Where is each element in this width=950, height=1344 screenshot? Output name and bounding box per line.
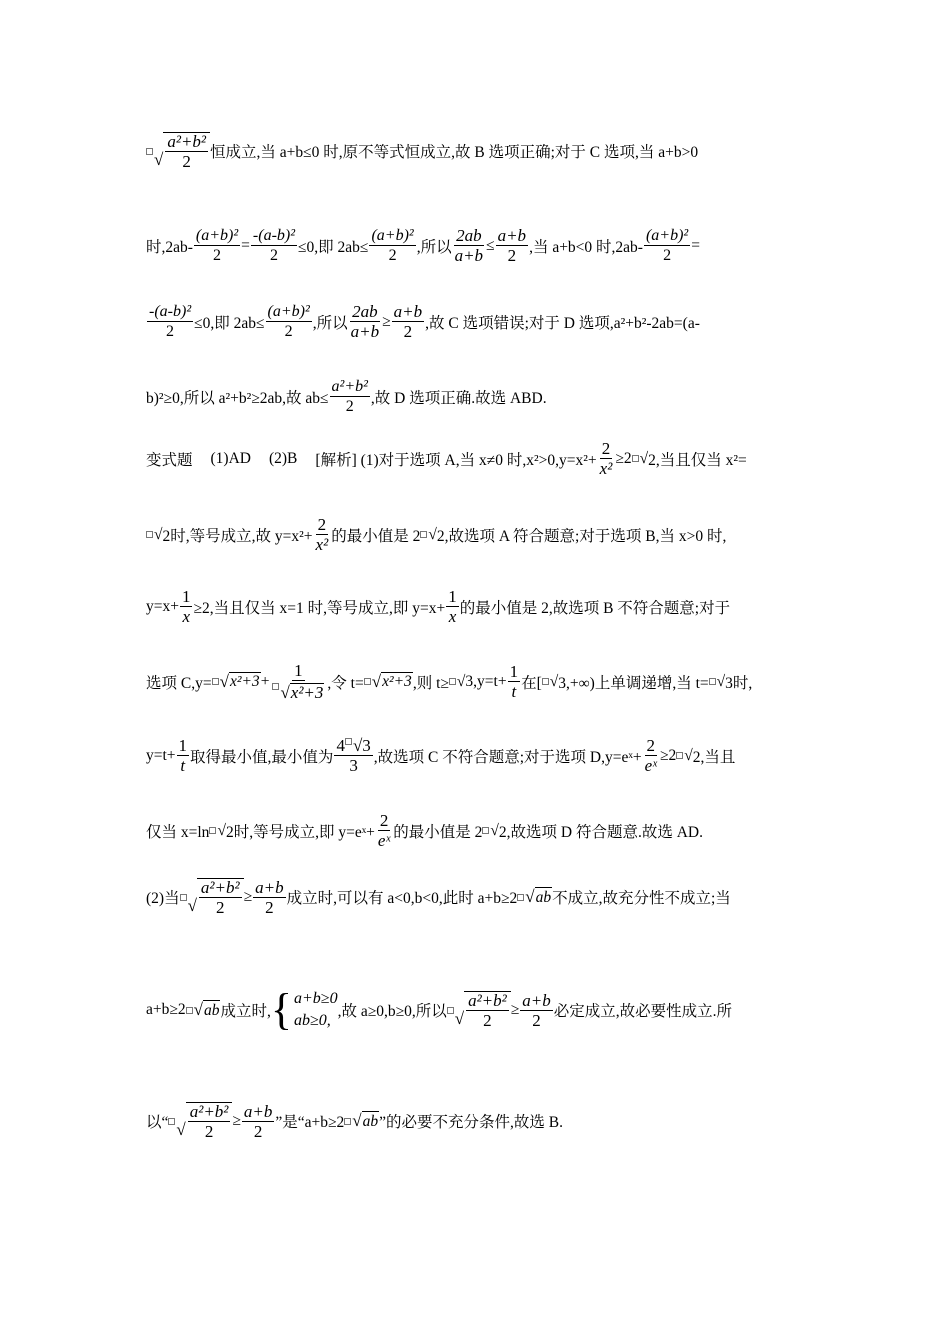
placeholder-box-icon [709, 678, 716, 685]
text-run: ”是“a+b≥2 [275, 1114, 345, 1131]
placeholder-box-icon [449, 678, 456, 685]
radical-icon: √ [352, 736, 363, 755]
radical-icon: √ [456, 672, 466, 690]
radical-icon: √ [716, 672, 726, 690]
fraction: $\frac{4 √3}{3}$ [336, 736, 371, 775]
line-6 [146, 516, 726, 553]
line-5 [146, 440, 747, 477]
placeholder-box-icon [482, 827, 489, 834]
text-run: ,令 t= [327, 674, 364, 692]
text-run: ”的必要不充分条件,故选 B. [379, 1114, 563, 1131]
text-run: 3时, [725, 674, 753, 692]
fraction: $\frac{\text{a²+b²}}{2}$ [167, 132, 207, 171]
placeholder-box-icon [344, 1118, 351, 1125]
text-run: ,所以 [416, 238, 452, 256]
fraction: $\frac{1}{t}$ [509, 662, 519, 702]
text-run: 2时,等号成立,即 y=eˣ+ [225, 823, 375, 841]
fraction: $\frac{\text{(a+b)²}}{2}$ [371, 227, 414, 264]
text-run: (1)AD [210, 449, 251, 467]
placeholder-box-icon [212, 678, 219, 685]
text-run: ≥2,当且仅当 x=1 时,等号成立,即 y=x+ [193, 599, 446, 617]
sqrt-expression: √ $\frac{\text{a²+b²}}{2}$ [188, 878, 244, 916]
text-run: 仅当 x=ln [146, 823, 210, 841]
fraction: $\frac{1}{x}$ [448, 587, 457, 626]
text-run: 2时,等号成立,故 y=x²+ [162, 527, 313, 545]
placeholder-box-icon [180, 894, 187, 901]
text-run: a+b≥2 [146, 1001, 186, 1018]
line-4 [146, 378, 547, 415]
placeholder-box-icon [186, 1007, 193, 1014]
fraction: $\frac{a+b}{2}$ [243, 1101, 273, 1141]
text-run: 成立时,可以有 a<0,b<0,此时 a+b≥2 [286, 890, 518, 907]
placeholder-box-icon [542, 678, 549, 685]
placeholder-box-icon [364, 678, 371, 685]
line-9 [146, 737, 735, 774]
placeholder-box-icon [420, 531, 427, 538]
text-run: 时,2ab- [146, 238, 193, 256]
placeholder-box-icon [168, 1118, 175, 1125]
text-run: ≥2 [659, 746, 677, 764]
fraction: $\frac{2}{\text{x²}}$ [315, 515, 329, 554]
radical-icon: √ [154, 525, 163, 543]
placeholder-box-icon [632, 455, 639, 462]
text-run: ,故选项 C 不符合题意;对于选项 D,y=eˣ+ [373, 748, 642, 766]
text-run: 2,当且仅当 x²= [648, 451, 747, 469]
text-run: 取得最小值,最小值为 [190, 748, 334, 766]
fraction: $\frac{\text{-(a-b)²}}{2}$ [149, 303, 192, 340]
line-10 [146, 812, 703, 849]
line-2 [146, 227, 700, 264]
text-run: ,则 t≥ [412, 674, 449, 692]
line-8 [146, 662, 752, 701]
text-run: [解析] (1)对于选项 A,当 x≠0 时,x²>0,y=x²+ [315, 451, 597, 469]
text-run: + [260, 672, 270, 690]
fraction: $\frac{a+b}{2}$ [255, 877, 284, 917]
fraction: $\frac{a+b}{2}$ [522, 990, 551, 1030]
radical-icon: √ [684, 746, 693, 764]
sqrt-expression: √ $\frac{\text{a²+b²}}{2}$ [154, 132, 210, 170]
text-run: ,所以 [312, 314, 348, 332]
text-run: 变式题 [146, 451, 193, 469]
text-run: y=t+ [146, 746, 176, 764]
text-run: 的最小值是 2,故选项 B 不符合题意;对于 [459, 599, 731, 617]
fraction: $\frac{\text{(a+b)²}}{2}$ [195, 227, 239, 264]
text-run: b)²≥0,所以 a²+b²≥2ab,故 ab≤ [146, 389, 329, 407]
text-run: 恒成立,当 a+b≤0 时,原不等式恒成立,故 B 选项正确;对于 C 选项,当 a+b>0 [210, 144, 699, 161]
fraction: $\frac{2ab}{a+b}$ [454, 226, 484, 265]
text-run: 成立时, [220, 1003, 271, 1020]
text-run: ≥ [510, 1001, 520, 1018]
sqrt-expression: √ ab [352, 1111, 379, 1130]
fraction: $\frac{1}{t}$ [178, 736, 188, 775]
fraction: $\frac{\text{(a+b)²}}{2}$ [645, 227, 689, 264]
text-run: = [691, 236, 700, 254]
placeholder-box-icon [447, 1007, 454, 1014]
text-run: 3,y=t+ [465, 672, 507, 690]
text-run: ≥ [382, 312, 391, 330]
text-run: 在[ [521, 674, 542, 692]
text-run: ,故 D 选项正确.故选 ABD. [370, 389, 547, 407]
left-brace-icon: { [270, 985, 292, 1034]
placeholder-box-icon [209, 827, 216, 834]
text-run: 的最小值是 2 [393, 823, 483, 841]
text-run: 选项 C,y= [146, 674, 212, 692]
text-run: 必定成立,故必要性成立.所 [553, 1003, 733, 1020]
radical-icon: √ [549, 672, 559, 690]
fraction: $\frac{\text{-(a-b)²}}{2}$ [252, 227, 296, 264]
line-1 [146, 132, 698, 170]
sqrt-expression: √ $\frac{\text{a²+b²}}{2}$ [176, 1102, 232, 1140]
line-12 [146, 985, 733, 1034]
text-run: ≤ [486, 236, 495, 254]
text-run: (2)B [268, 449, 298, 467]
text-run: ≥2 [615, 449, 632, 467]
text-run: ,当 a+b<0 时,2ab- [529, 238, 643, 256]
radical-icon: √ [217, 821, 226, 839]
text-run: = [241, 236, 250, 254]
fraction: $\frac{2}{\text{eˣ}}$ [644, 736, 657, 775]
line-13 [146, 1102, 563, 1140]
text-run: ,故 a≥0,b≥0,所以 [337, 1003, 447, 1020]
sqrt-expression: √ ab [525, 887, 552, 906]
placeholder-box-icon [146, 148, 153, 155]
placeholder-box-icon [517, 894, 524, 901]
text-run: ≤0,即 2ab≤ [194, 314, 265, 332]
radical-icon: √ [428, 525, 437, 543]
text-run: 2,当且 [692, 748, 736, 766]
fraction: $\frac{2}{\text{eˣ}}$ [377, 811, 391, 850]
radical-icon: √ [490, 821, 499, 839]
text-run: 以“ [146, 1114, 169, 1131]
sqrt-expression: √ ab [193, 1000, 220, 1019]
text-run: 的最小值是 2 [331, 527, 421, 545]
text-run: 3,+∞)上单调递增,当 t= [558, 674, 709, 692]
fraction: $\frac{a+b}{2}$ [393, 302, 423, 341]
text-run: ≤0,即 2ab≤ [298, 238, 369, 256]
fraction: 1 √ x²+3 [270, 662, 326, 701]
fraction: $\frac{\text{a²+b²}}{2}$ [331, 378, 368, 415]
radical-icon: √ [639, 449, 649, 467]
sqrt-expression: √ x²+3 [371, 671, 412, 691]
fraction: $\frac{2ab}{a+b}$ [350, 302, 380, 341]
line-11 [146, 878, 731, 916]
fraction: $\frac{\text{(a+b)²}}{2}$ [267, 303, 310, 340]
sqrt-expression: √ x²+3 [219, 671, 260, 691]
text-run: ,故 C 选项错误;对于 D 选项,a²+b²-2ab=(a- [425, 314, 700, 332]
fraction: $\frac{a+b}{2}$ [497, 226, 527, 265]
text-run: y=x+ [146, 597, 179, 615]
line-7 [146, 588, 730, 625]
placeholder-box-icon [676, 752, 683, 759]
placeholder-box-icon [272, 683, 279, 690]
text-run: ≥ [243, 888, 253, 905]
sqrt-expression: √ $\frac{\text{a²+b²}}{2}$ [455, 991, 511, 1029]
fraction: $\frac{2}{\text{x²}}$ [599, 439, 613, 478]
text-run: 2,故选项 D 符合题意.故选 AD. [498, 823, 704, 841]
text-run: 2,故选项 A 符合题意;对于选项 B,当 x>0 时, [436, 527, 727, 545]
text-run: ≥ [232, 1112, 241, 1129]
equation-system: a+b≥0 ab≥0, [294, 990, 338, 1029]
line-3 [146, 303, 700, 340]
text-run: 不成立,故充分性不成立;当 [552, 890, 731, 907]
text-run: (2)当 [146, 890, 180, 907]
fraction: $\frac{1}{x}$ [181, 587, 191, 626]
placeholder-box-icon [146, 531, 153, 538]
placeholder-box-icon [345, 738, 352, 745]
